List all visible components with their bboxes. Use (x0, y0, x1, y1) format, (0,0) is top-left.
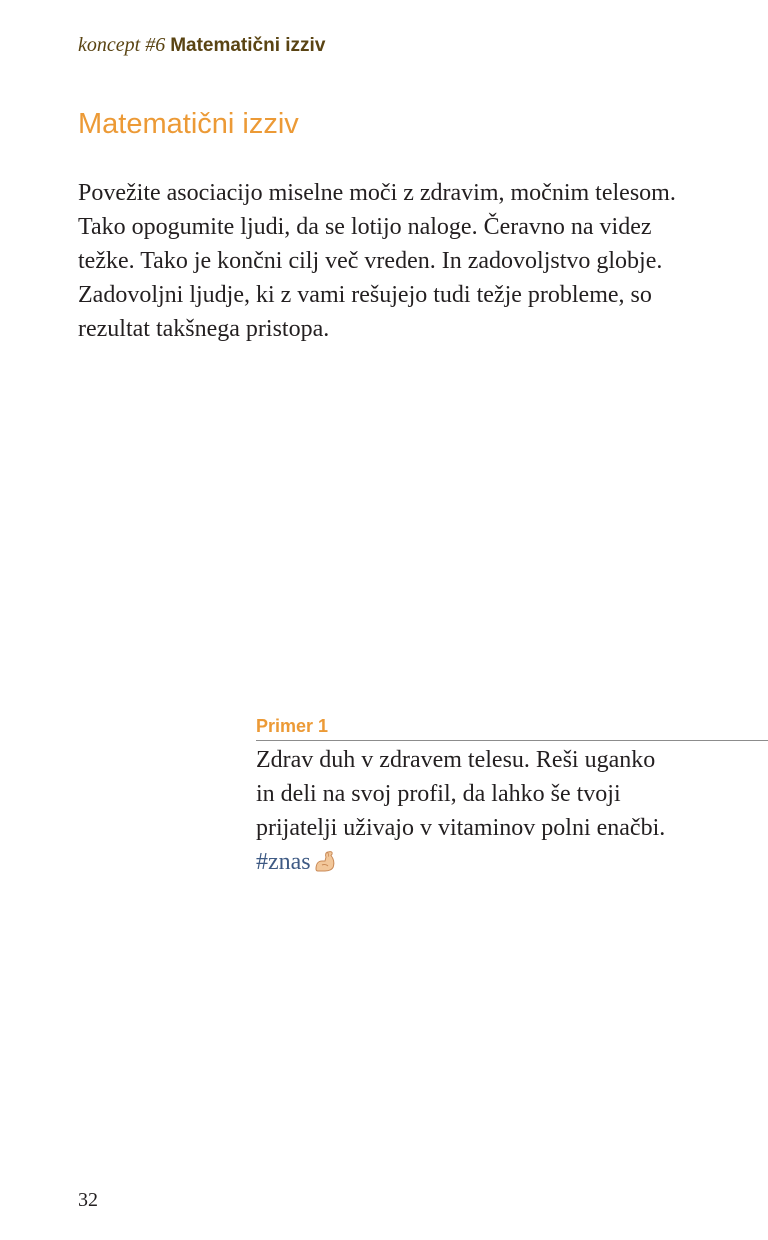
page-number: 32 (78, 1189, 98, 1211)
example-line: prijatelji uživajo v vitaminov polni enačbi. (256, 815, 666, 841)
page-title: Matematični izziv (78, 108, 299, 140)
body-line: rezultat takšnega pristopa. (78, 316, 330, 342)
concept-label: koncept #6 (78, 34, 166, 56)
example-text (256, 743, 736, 879)
running-head (78, 31, 325, 60)
example-hashtag-line (256, 845, 736, 879)
body-line: Povežite asociacijo miselne moči z zdravim, močnim telesom. (78, 180, 676, 206)
body-line: Tako opogumite ljudi, da se lotijo naloge. Čeravno na videz (78, 214, 652, 240)
body-line: težke. Tako je končni cilj več vreden. In zadovoljstvo globje. (78, 248, 663, 274)
example-label: Primer 1 (256, 716, 329, 736)
hashtag-link[interactable]: #znas (256, 849, 311, 875)
example-line: in deli na svoj profil, da lahko še tvoji (256, 781, 621, 807)
body-line: Zadovoljni ljudje, ki z vami rešujejo tudi težje probleme, so (78, 282, 652, 308)
flexed-biceps-icon (313, 849, 337, 873)
example-line: Zdrav duh v zdravem telesu. Reši uganko (256, 747, 656, 773)
example-divider (256, 740, 768, 741)
body-paragraph (78, 176, 698, 346)
chapter-title: Matematični izziv (170, 35, 326, 56)
